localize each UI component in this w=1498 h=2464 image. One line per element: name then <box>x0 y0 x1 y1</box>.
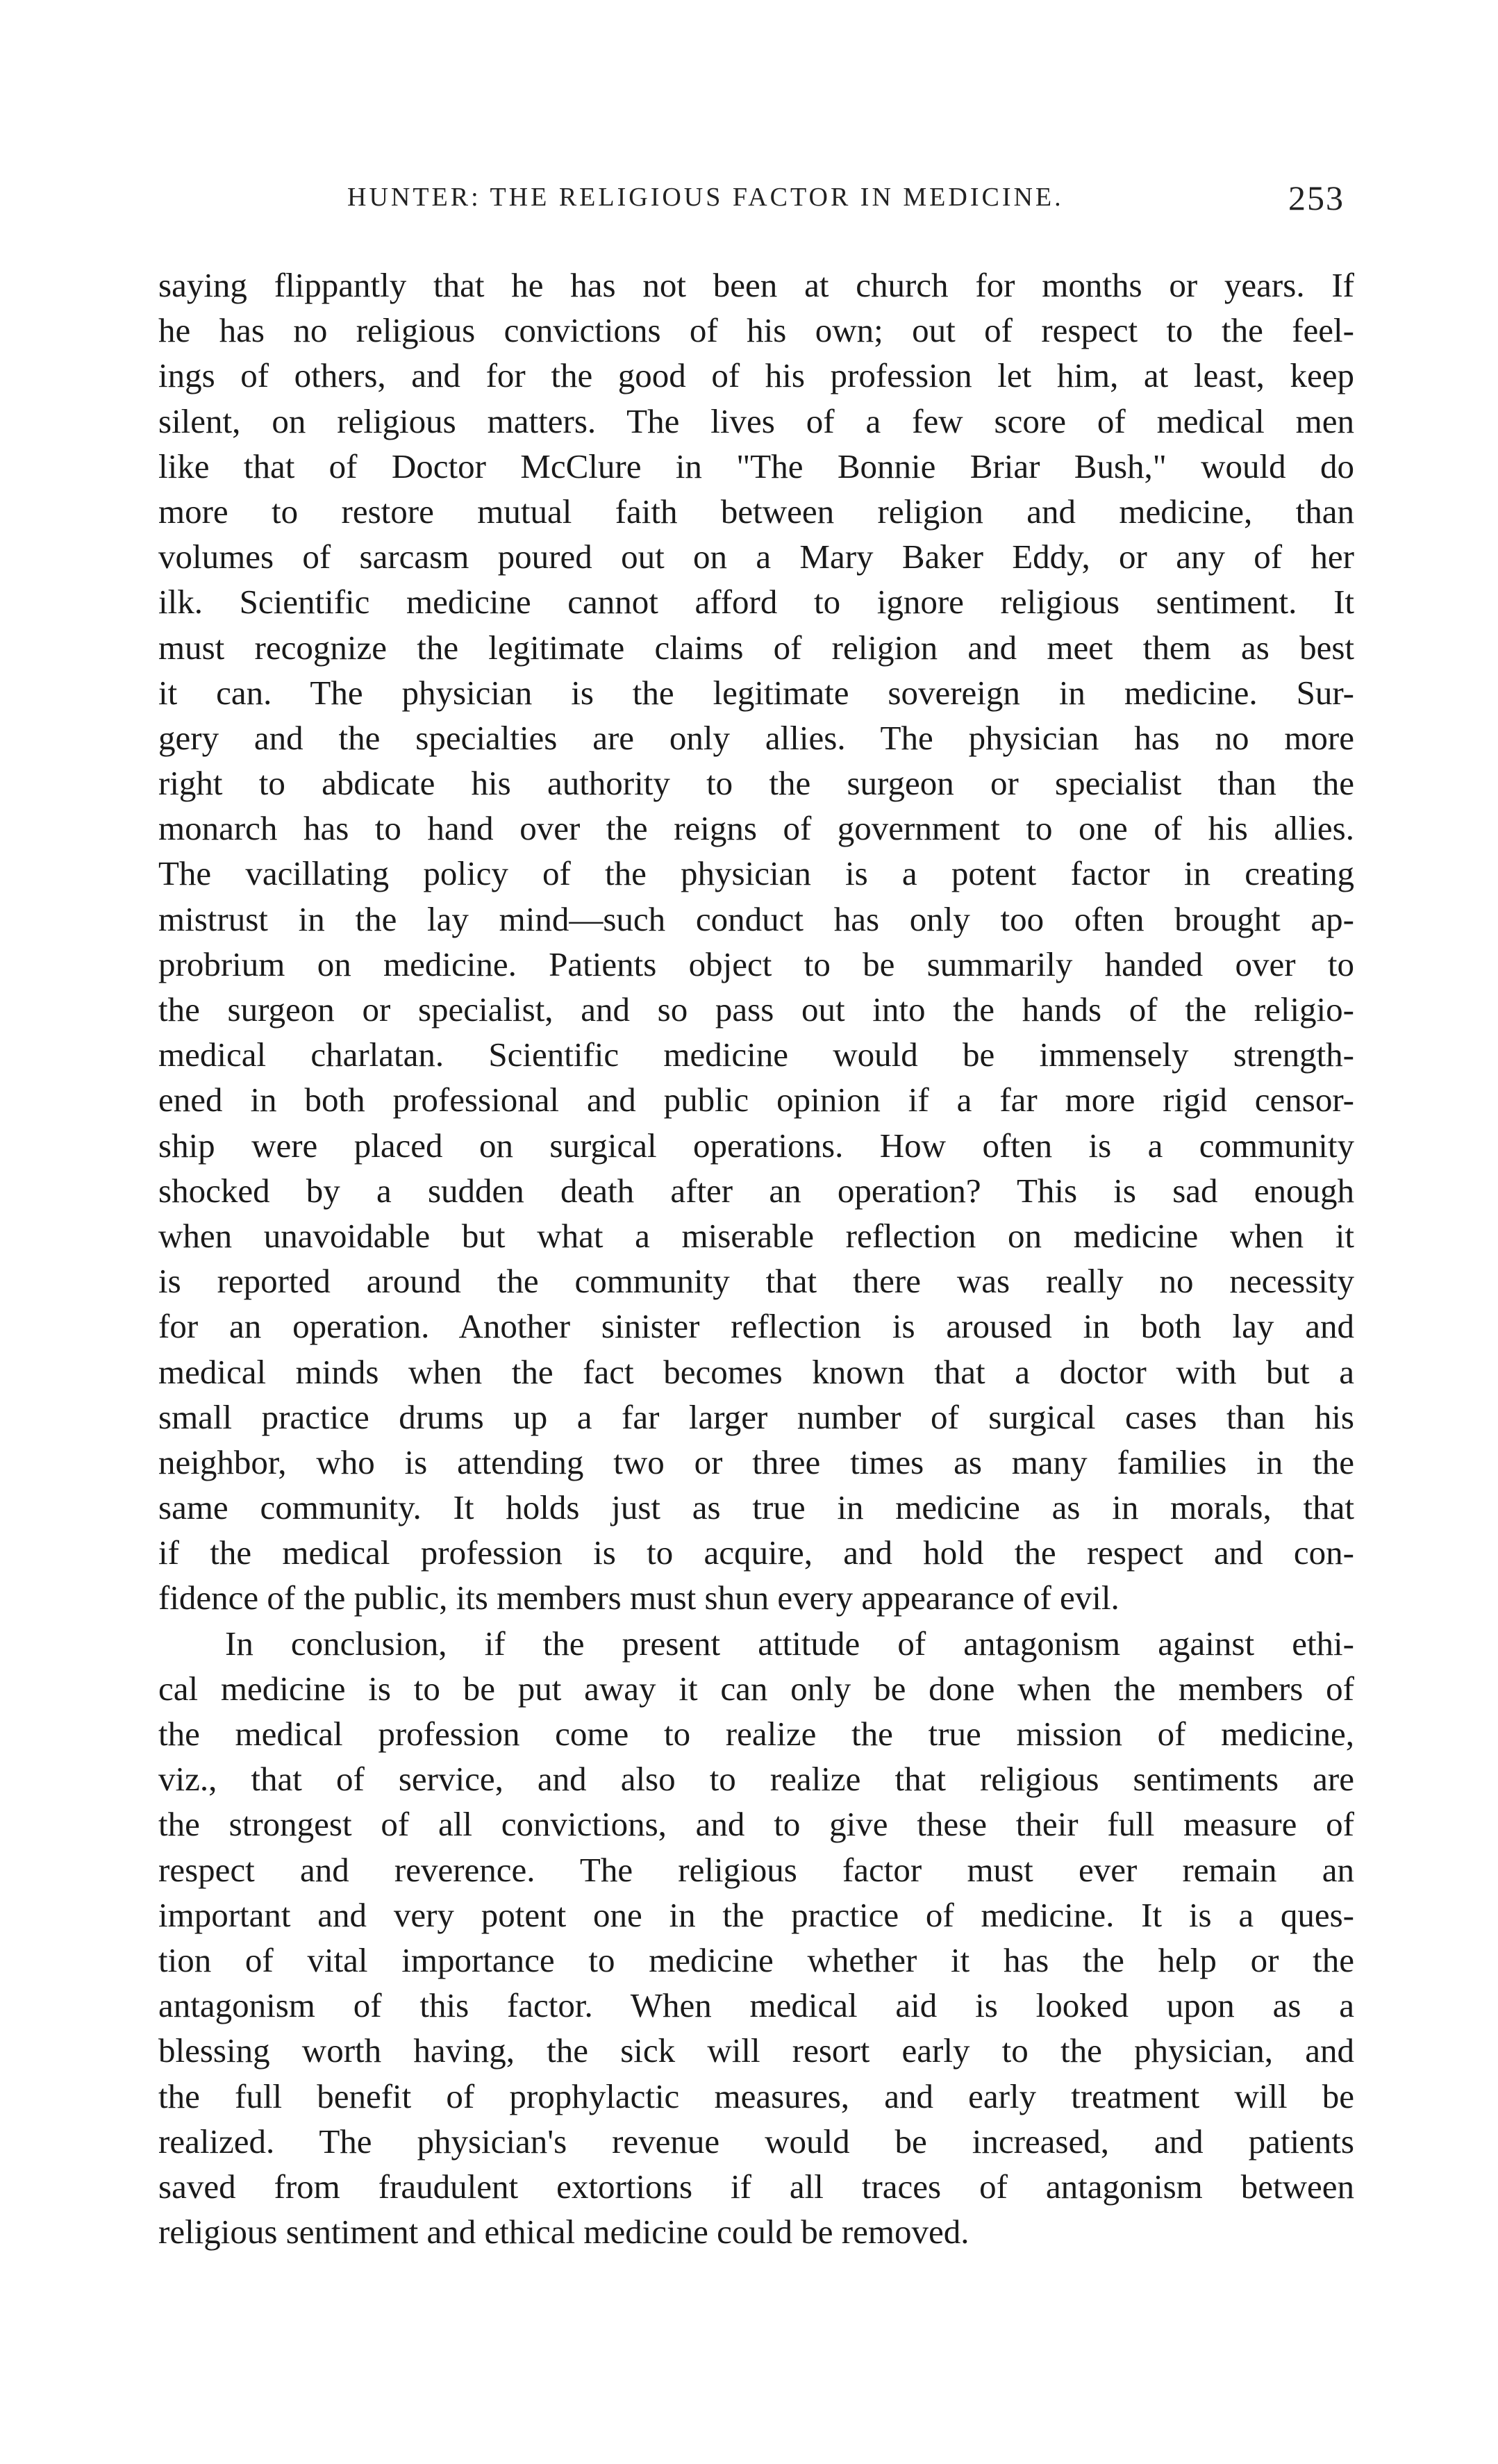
text-line: shocked by a sudden death after an operation? This is sad enough <box>158 1171 1354 1210</box>
text-line: monarch has to hand over the reigns of government to one of his allies. <box>158 809 1354 848</box>
text-line: the medical profession come to realize the true mission of medicine, <box>158 1715 1354 1753</box>
text-line: important and very potent one in the practice of medicine. It is a ques- <box>158 1895 1354 1934</box>
text-line: respect and reverence. The religious factor must ever remain an <box>158 1850 1354 1889</box>
text-line: if the medical profession is to acquire, and hold the respect and con- <box>158 1533 1354 1572</box>
text-line: cal medicine is to be put away it can only be done when the members of <box>158 1669 1354 1708</box>
text-line: small practice drums up a far larger number of surgical cases than his <box>158 1397 1354 1436</box>
text-line: In conclusion, if the present attitude of antagonism against ethi- <box>225 1624 1354 1663</box>
page-number: 253 <box>1288 178 1345 217</box>
text-line: mistrust in the lay mind—such conduct has only too often brought ap- <box>158 899 1354 938</box>
text-line: the surgeon or specialist, and so pass out into the hands of the religio- <box>158 990 1354 1029</box>
text-line: fidence of the public, its members must shun every appearance of evil. <box>158 1579 1120 1617</box>
text-line: viz., that of service, and also to realize that religious sentiments are <box>158 1760 1354 1799</box>
text-line: ship were placed on surgical operations. How often is a community <box>158 1126 1354 1165</box>
text-line: medical charlatan. Scientific medicine would be immensely strength- <box>158 1035 1354 1074</box>
body-text <box>158 263 1354 2254</box>
paragraph-1 <box>158 263 1354 1621</box>
text-line: medical minds when the fact becomes known that a doctor with but a <box>158 1352 1354 1391</box>
text-line: must recognize the legitimate claims of religion and meet them as best <box>158 628 1354 667</box>
text-line: is reported around the community that there was really no necessity <box>158 1262 1354 1301</box>
text-line: blessing worth having, the sick will resort early to the physician, and <box>158 2031 1354 2070</box>
text-line: it can. The physician is the legitimate sovereign in medicine. Sur- <box>158 673 1354 712</box>
text-line: neighbor, who is attending two or three times as many families in the <box>158 1442 1354 1481</box>
text-line: tion of vital importance to medicine whether it has the help or the <box>158 1940 1354 1979</box>
text-line: ilk. Scientific medicine cannot afford to ignore religious sentiment. It <box>158 583 1354 622</box>
text-line: when unavoidable but what a miserable reflection on medicine when it <box>158 1216 1354 1255</box>
text-line: saying flippantly that he has not been at church for months or years. If <box>158 266 1354 304</box>
text-line: saved from fraudulent extortions if all traces of antagonism between <box>158 2167 1354 2206</box>
text-line: more to restore mutual faith between religion and medicine, than <box>158 492 1354 531</box>
text-line: the strongest of all convictions, and to give these their full measure of <box>158 1805 1354 1844</box>
text-line: silent, on religious matters. The lives of a few score of medical men <box>158 401 1354 440</box>
text-line: for an operation. Another sinister reflection is aroused in both lay and <box>158 1307 1354 1346</box>
text-line: he has no religious convictions of his own; out of respect to the feel- <box>158 311 1354 350</box>
text-line: same community. It holds just as true in medicine as in morals, that <box>158 1488 1354 1527</box>
running-head: HUNTER: THE RELIGIOUS FACTOR IN MEDICINE. <box>347 183 1064 212</box>
text-line: The vacillating policy of the physician is a potent factor in creating <box>158 854 1354 893</box>
text-line: religious sentiment and ethical medicine could be removed. <box>158 2213 969 2251</box>
text-line: realized. The physician's revenue would be increased, and patients <box>158 2122 1354 2161</box>
text-line: gery and the specialties are only allies. The physician has no more <box>158 718 1354 757</box>
text-line: antagonism of this factor. When medical aid is looked upon as a <box>158 1986 1354 2025</box>
text-line: the full benefit of prophylactic measures, and early treatment will be <box>158 2076 1354 2115</box>
text-line: volumes of sarcasm poured out on a Mary Baker Eddy, or any of her <box>158 538 1354 576</box>
text-line: like that of Doctor McClure in "The Bonnie Briar Bush," would do <box>158 447 1354 485</box>
text-line: ings of others, and for the good of his profession let him, at least, keep <box>158 356 1354 395</box>
paragraph-2 <box>158 1621 1354 2255</box>
text-line: probrium on medicine. Patients object to be summarily handed over to <box>158 944 1354 983</box>
text-line: ened in both professional and public opinion if a far more rigid censor- <box>158 1081 1354 1119</box>
text-line: right to abdicate his authority to the surgeon or specialist than the <box>158 764 1354 803</box>
